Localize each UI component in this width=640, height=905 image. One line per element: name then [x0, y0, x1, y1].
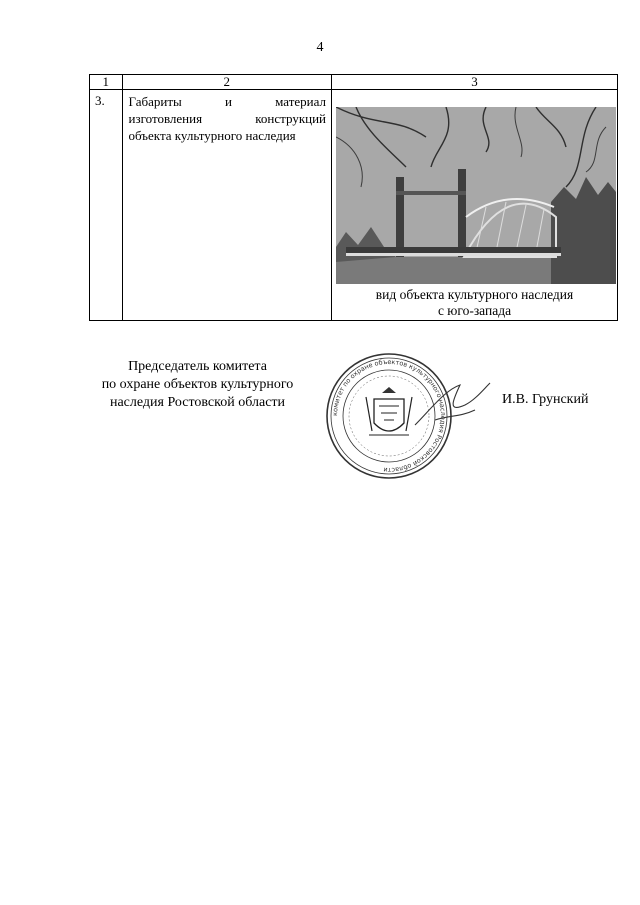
- header-col-2: 2: [122, 75, 332, 90]
- photo-cell: [332, 90, 618, 321]
- word-i: и: [224, 94, 232, 109]
- page-number: 4: [316, 40, 324, 55]
- description-line-1: [129, 93, 327, 110]
- description-line-3: объекта культурного наследия: [128, 128, 296, 143]
- description-line-2: [129, 110, 327, 127]
- word-konstrukciy: конструкций: [255, 111, 327, 126]
- table-row: [90, 90, 618, 321]
- row-description: [122, 90, 332, 321]
- signer-name: И.В. Грунский: [502, 392, 589, 407]
- position-line-3: наследия Ростовской области: [109, 395, 286, 410]
- row-number: 3.: [90, 90, 123, 321]
- bridge-photo: [336, 107, 616, 284]
- handwritten-signature: [405, 375, 495, 435]
- position-line-2: по охране объектов культурного: [101, 377, 294, 392]
- position-line-1: Председатель комитета: [128, 359, 267, 374]
- heritage-table: [89, 74, 618, 321]
- table-header-row: [90, 75, 618, 90]
- header-col-1: 1: [90, 75, 123, 90]
- word-izgotovleniya: изготовления: [128, 111, 203, 126]
- signatory-position: [80, 358, 315, 412]
- word-material: материал: [275, 94, 326, 109]
- word-gabarity: Габариты: [128, 94, 182, 109]
- header-col-3: 3: [332, 75, 618, 90]
- seal-text: комитет по охране объектов культурного наследия Ростовской области: [330, 357, 448, 475]
- photo-caption-line-2: с юго-запада: [437, 303, 512, 318]
- photo-caption-line-1: вид объекта культурного наследия: [375, 287, 574, 302]
